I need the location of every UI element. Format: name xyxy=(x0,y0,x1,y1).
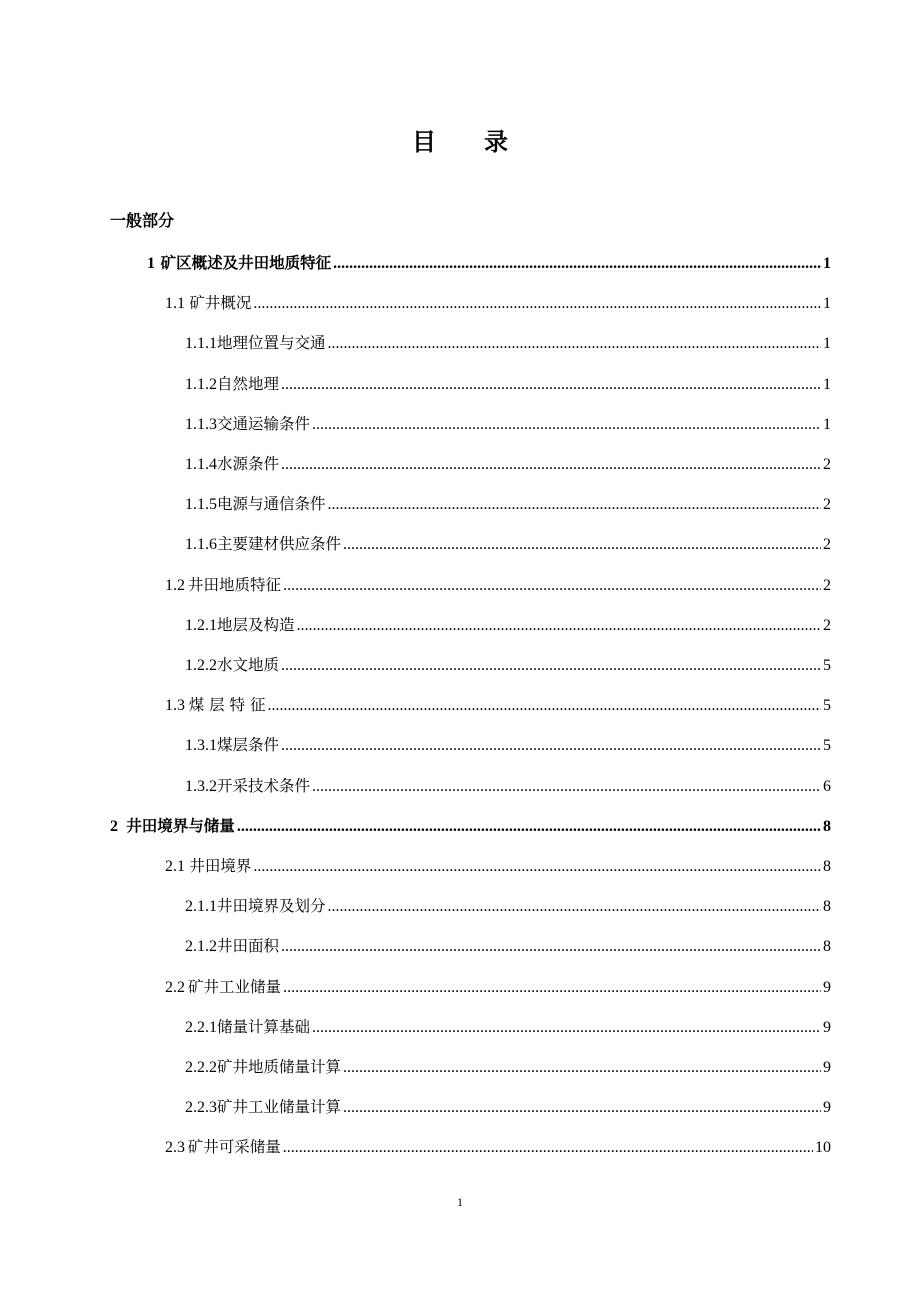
toc-entry-number: 1.1 xyxy=(165,295,185,312)
toc-entry-title: 井田地质特征 xyxy=(188,576,282,594)
toc-entry-page: 2 xyxy=(823,617,831,634)
page-number: 1 xyxy=(457,1195,463,1209)
toc-entry-page: 2 xyxy=(823,456,831,473)
toc-entry-title: 井田面积 xyxy=(217,937,280,955)
toc-entry-number: 1.3.1 xyxy=(185,737,217,754)
toc-entry-page: 5 xyxy=(823,737,831,754)
toc-entry-page: 1 xyxy=(823,416,831,433)
toc-entry-title: 井田境界及划分 xyxy=(217,897,326,915)
toc-entry-title: 主要建材供应条件 xyxy=(217,535,342,553)
toc-entry-page: 8 xyxy=(823,938,831,955)
toc-dot-leader xyxy=(333,253,821,275)
toc-entry-number: 1 xyxy=(147,255,155,272)
toc-entry-number: 1.2 xyxy=(165,577,185,594)
toc-entry[interactable] xyxy=(185,413,831,435)
toc-dot-leader xyxy=(281,374,821,396)
toc-entry[interactable] xyxy=(185,493,831,515)
toc-entry[interactable] xyxy=(185,1096,831,1118)
toc-dot-leader xyxy=(297,615,821,637)
toc-entry-title: 水文地质 xyxy=(217,656,280,674)
toc-entry-title: 矿井工业储量 xyxy=(188,978,282,996)
toc-entry-page: 2 xyxy=(823,536,831,553)
toc-dot-leader xyxy=(253,293,821,315)
toc-entry-number: 2.3 xyxy=(165,1139,185,1156)
toc-entry-number: 2 xyxy=(110,818,118,835)
toc-entry-page: 1 xyxy=(823,295,831,312)
toc-dot-leader xyxy=(268,695,822,717)
toc-entry[interactable] xyxy=(185,614,831,636)
toc-entry[interactable] xyxy=(165,855,831,877)
toc-entry-number: 2.1.1 xyxy=(185,898,217,915)
toc-entry-page: 5 xyxy=(823,697,831,714)
toc-dot-leader xyxy=(281,454,821,476)
toc-dot-leader xyxy=(343,1097,821,1119)
toc-entry[interactable] xyxy=(185,1016,831,1038)
toc-entry-page: 5 xyxy=(823,657,831,674)
toc-entry-number: 1.2.1 xyxy=(185,617,217,634)
toc-entry-number: 1.1.1 xyxy=(185,335,217,352)
toc-entry[interactable] xyxy=(185,1056,831,1078)
toc-dot-leader xyxy=(312,776,821,798)
toc-dot-leader xyxy=(328,896,821,918)
toc-entry[interactable] xyxy=(165,1136,831,1158)
toc-dot-leader xyxy=(237,816,821,838)
toc-entry-number: 1.1.4 xyxy=(185,456,217,473)
toc-dot-leader xyxy=(312,414,821,436)
toc-dot-leader xyxy=(328,333,821,355)
toc-entry-number: 2.2.1 xyxy=(185,1019,217,1036)
title-char-2: 录 xyxy=(484,128,508,156)
toc-dot-leader xyxy=(283,977,821,999)
toc-dot-leader xyxy=(312,1017,821,1039)
toc-entry-number: 2.2 xyxy=(165,979,185,996)
toc-entry-title: 矿井可采储量 xyxy=(187,1138,281,1156)
toc-entry-page: 10 xyxy=(815,1139,831,1156)
toc-entry[interactable] xyxy=(147,252,831,274)
toc-entry-number: 1.3 xyxy=(165,697,185,714)
toc-entry[interactable] xyxy=(185,373,831,395)
toc-entry-title: 储量计算基础 xyxy=(217,1018,311,1036)
toc-entry[interactable] xyxy=(165,574,831,596)
title-char-1: 目 xyxy=(412,128,436,156)
toc-entry-title: 矿井地质储量计算 xyxy=(217,1058,342,1076)
toc-entry-page: 9 xyxy=(823,1019,831,1036)
toc-entry-page: 9 xyxy=(823,1099,831,1116)
toc-entry-number: 2.2.3 xyxy=(185,1099,217,1116)
toc-entry-title: 交通运输条件 xyxy=(217,415,311,433)
toc-dot-leader xyxy=(281,936,821,958)
toc-dot-leader xyxy=(281,735,821,757)
toc-dot-leader xyxy=(343,1057,821,1079)
toc-entry[interactable] xyxy=(185,453,831,475)
toc-entry-number: 1.1.2 xyxy=(185,376,217,393)
toc-entry-title: 开采技术条件 xyxy=(217,777,311,795)
toc-entry[interactable] xyxy=(185,533,831,555)
toc-entry-title: 水源条件 xyxy=(217,455,280,473)
toc-entry-page: 2 xyxy=(823,496,831,513)
toc-dot-leader xyxy=(253,856,821,878)
toc-entry-title: 地层及构造 xyxy=(217,616,295,634)
toc-entry-page: 6 xyxy=(823,778,831,795)
toc-entry-page: 1 xyxy=(823,376,831,393)
toc-entry-title: 煤 层 特 征 xyxy=(188,696,266,714)
toc-entry[interactable] xyxy=(185,332,831,354)
toc-entry-title: 井田境界 xyxy=(189,857,252,875)
toc-entry-title: 矿井概况 xyxy=(189,294,252,312)
toc-entry-title: 自然地理 xyxy=(217,375,280,393)
toc-entry-number: 2.1.2 xyxy=(185,938,217,955)
toc-entry[interactable] xyxy=(165,976,831,998)
toc-entry[interactable] xyxy=(185,895,831,917)
toc-entry-title: 矿井工业储量计算 xyxy=(217,1098,342,1116)
toc-dot-leader xyxy=(281,655,821,677)
toc-entry-number: 2.2.2 xyxy=(185,1059,217,1076)
toc-dot-leader xyxy=(283,575,821,597)
toc-entry-page: 1 xyxy=(823,335,831,352)
page-title xyxy=(0,122,920,157)
toc-entry-number: 1.1.3 xyxy=(185,416,217,433)
toc-dot-leader xyxy=(343,534,821,556)
section-heading: 一般部分 xyxy=(110,211,175,230)
toc-entry-page: 9 xyxy=(823,1059,831,1076)
toc-entry[interactable] xyxy=(185,935,831,957)
toc-entry-page: 9 xyxy=(823,979,831,996)
toc-entry-number: 1.1.6 xyxy=(185,536,217,553)
toc-entry-page: 2 xyxy=(823,577,831,594)
toc-entry[interactable] xyxy=(165,694,831,716)
toc-dot-leader xyxy=(283,1137,813,1159)
toc-entry-title: 矿区概述及井田地质特征 xyxy=(160,254,332,272)
toc-entry-number: 1.2.2 xyxy=(185,657,217,674)
toc-entry-title: 地理位置与交通 xyxy=(217,334,326,352)
toc-entry-title: 电源与通信条件 xyxy=(217,495,326,513)
toc-entry-page: 8 xyxy=(823,818,831,835)
toc-entry-title: 井田境界与储量 xyxy=(126,817,235,835)
toc-entry-number: 2.1 xyxy=(165,858,185,875)
toc-entry[interactable] xyxy=(185,734,831,756)
toc-entry[interactable] xyxy=(110,815,831,837)
toc-entry-page: 8 xyxy=(823,898,831,915)
toc-entry[interactable] xyxy=(185,654,831,676)
toc-entry-number: 1.1.5 xyxy=(185,496,217,513)
toc-entry[interactable] xyxy=(165,292,831,314)
toc-entry-number: 1.3.2 xyxy=(185,778,217,795)
toc-entry-page: 1 xyxy=(823,255,831,272)
toc-entry-page: 8 xyxy=(823,858,831,875)
toc-entry-title: 煤层条件 xyxy=(217,736,280,754)
toc-entry[interactable] xyxy=(185,775,831,797)
toc-dot-leader xyxy=(328,494,821,516)
